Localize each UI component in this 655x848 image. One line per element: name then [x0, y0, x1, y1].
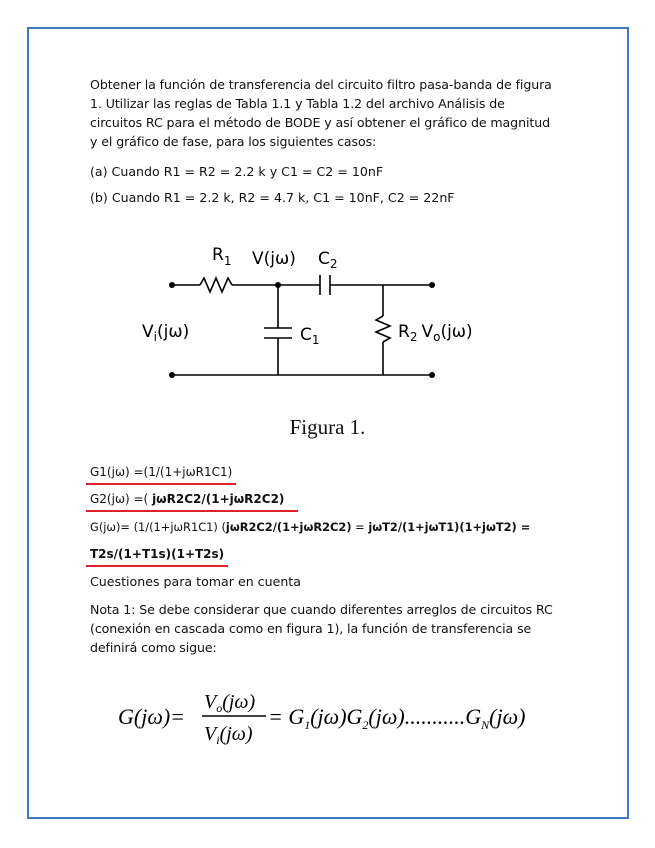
intro-paragraph: Obtener la función de transferencia del circuito filtro pasa-banda de figura 1. Utilizar las reglas de Tabla 1.1 y Tabla 1.2 del archivo Análisis de circuitos RC para el método de BODE y así obtener el gráfico de magnitud y el gráfico de fase, para los siguientes casos:: [90, 77, 552, 149]
g-final-expression: T2s/(1+T1s)(1+T2s): [90, 547, 225, 561]
node-voltage-label: V(jω): [252, 249, 296, 269]
questions-heading: Cuestiones para tomar en cuenta: [90, 574, 301, 589]
transfer-function-equation: [118, 680, 558, 750]
vi-label: $V_i(j\omega)$: [142, 322, 190, 344]
output-terminal-top: [429, 282, 435, 288]
g-product-expression: G(jω)= (1/(1+jωR1C1) (jωR2C2/(1+jωR2C2) = jωT2/(1+jωT1)(1+jωT2) =: [90, 520, 531, 534]
g2-expression: G2(jω) =( jωR2C2/(1+jωR2C2): [90, 492, 285, 506]
input-terminal-bottom: [169, 372, 175, 378]
g2-underline: [86, 510, 298, 512]
g1-expression: G1(jω) =(1/(1+jωR1C1): [90, 465, 233, 479]
output-terminal-bottom: [429, 372, 435, 378]
case-a-text: (a) Cuando R1 = R2 = 2.2 k y C1 = C2 = 10nF: [90, 164, 384, 179]
r2-vo-label: $R_2$ $V_o(j\omega)$: [398, 322, 473, 344]
eq-numerator: $V_o(j\omega)$: [204, 691, 256, 715]
eq-rhs: = $G_1(j\omega)G_2(j\omega)...........G_N(j\omega)$: [268, 704, 526, 732]
note-paragraph: Nota 1: Se debe considerar que cuando diferentes arreglos de circuitos RC (conexión en cascada como en figura 1), la función de transferencia se definirá como sigue:: [90, 602, 553, 655]
circuit-diagram: [140, 240, 473, 390]
c2-label: $C_2$: [318, 249, 338, 271]
g-final-underline: [86, 565, 228, 567]
eq-denominator: $V_i(j\omega)$: [204, 723, 253, 747]
r1-label: $R_1$: [212, 245, 232, 268]
case-b-text: (b) Cuando R1 = 2.2 k, R2 = 4.7 k, C1 = 10nF, C2 = 22nF: [90, 190, 455, 205]
figure-caption: Figura 1.: [289, 415, 366, 439]
input-terminal-top: [169, 282, 175, 288]
g1-underline: [86, 483, 236, 485]
node-junction: [275, 282, 281, 288]
c1-label: $C_1$: [300, 325, 320, 347]
eq-lhs: G(jω)=: [118, 704, 186, 729]
